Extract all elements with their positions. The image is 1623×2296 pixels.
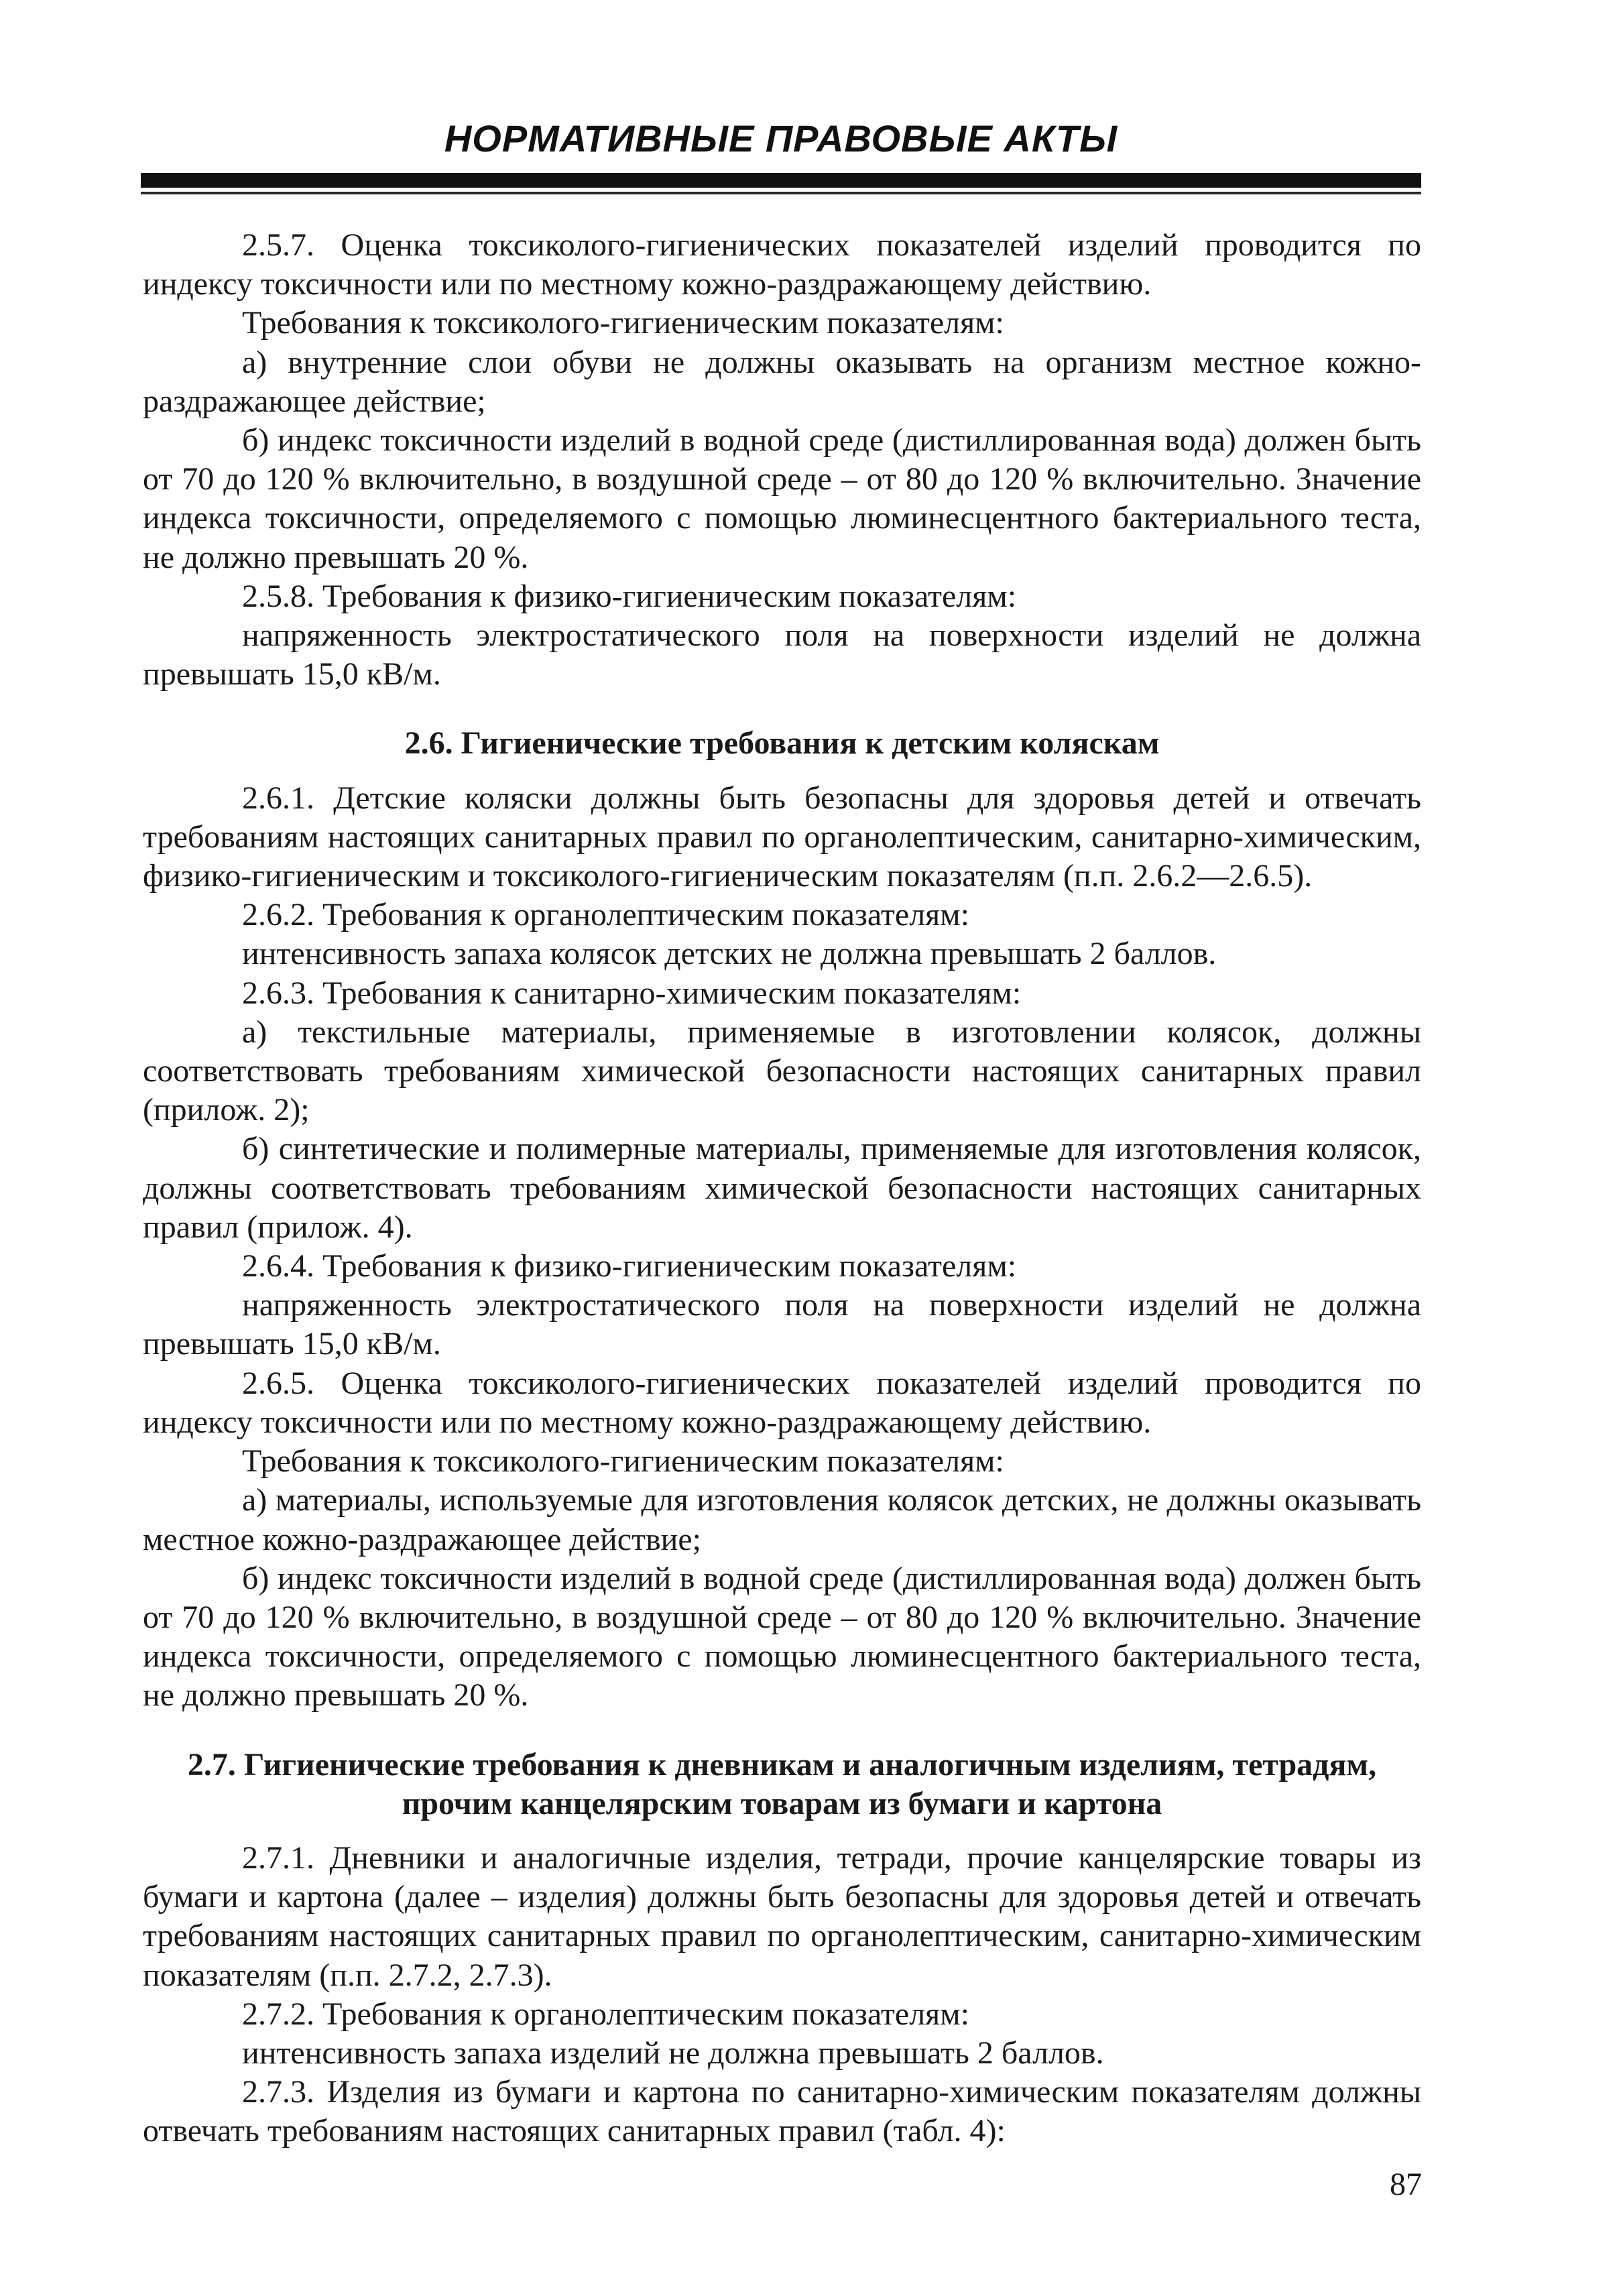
paragraph-electrostatic: напряженность электростатического поля на поверхности изделий не должна превышать 15,0 кВ/м.	[143, 617, 1421, 692]
paragraph-2-5-8: 2.5.8. Требования к физико-гигиеническим показателям:	[242, 578, 1017, 614]
paragraph-toxicity-item-b: б) индекс токсичности изделий в водной среде (дистиллированная вода) должен быть от 70 до 120 % включительно, в воздушной среде – от 80 до 120 % включительно. Значение индекса токсичности, определяемого с помощью люминесцентного бактериального теста, не должно превышать 20 %.	[143, 1560, 1421, 1713]
paragraph-toxic-requirements-heading-2: Требования к токсиколого-гигиеническим показателям:	[242, 1443, 1004, 1479]
header-rule-thin	[141, 192, 1421, 194]
paragraph-2-6-1: 2.6.1. Детские коляски должны быть безопасны для здоровья детей и отвечать требованиям настоящих санитарных правил по органолептическим, санитарно-химическим, физико-гигиеническим и токсиколого-гигиеническим показателям (п.п. 2.6.2—2.6.5).	[143, 780, 1421, 894]
paragraph-2-6-2: 2.6.2. Требования к органолептическим показателям:	[242, 897, 969, 933]
paragraph-2-7-2: 2.7.2. Требования к органолептическим показателям:	[242, 1996, 969, 2032]
paragraph-electrostatic-strollers: напряженность электростатического поля на поверхности изделий не должна превышать 15,0 кВ/м.	[143, 1287, 1421, 1362]
running-header-title: НОРМАТИВНЫЕ ПРАВОВЫЕ АКТЫ	[444, 117, 1118, 160]
paragraph-2-6-4: 2.6.4. Требования к физико-гигиеническим показателям:	[242, 1248, 1017, 1284]
paragraph-2-5-7: 2.5.7. Оценка токсиколого-гигиенических показателей изделий проводится по индексу токсичности или по местному кожно-раздражающему действию.	[143, 227, 1421, 302]
paragraph-2-7-3: 2.7.3. Изделия из бумаги и картона по санитарно-химическим показателям должны отвечать требованиям настоящих санитарных правил (табл. 4):	[143, 2074, 1421, 2149]
paragraph-odor-strollers: интенсивность запаха колясок детских не должна превышать 2 баллов.	[242, 936, 1217, 972]
paragraph-odor-items: интенсивность запаха изделий не должна превышать 2 баллов.	[242, 2035, 1104, 2071]
paragraph-item-a: а) внутренние слои обуви не должны оказывать на организм местное кожно-раздражающее действие;	[143, 344, 1421, 419]
page-number: 87	[1390, 2167, 1422, 2202]
paragraph-2-7-1: 2.7.1. Дневники и аналогичные изделия, тетради, прочие канцелярские товары из бумаги и картона (далее – изделия) должны быть безопасны для здоровья детей и отвечать требованиям настоящих санитарных правил по органолептическим, санитарно-химическим показателям (п.п. 2.7.2, 2.7.3).	[143, 1839, 1421, 1993]
header-rule	[141, 173, 1421, 188]
section-heading-2-7: 2.7. Гигиенические требования к дневникам и аналогичным изделиям, тетрадям, прочим канцелярским товарам из бумаги и картона	[187, 1746, 1377, 1821]
section-heading-2-6: 2.6. Гигиенические требования к детским коляскам	[404, 725, 1160, 762]
paragraph-2-6-5: 2.6.5. Оценка токсиколого-гигиенических показателей изделий проводится по индексу токсичности или по местному кожно-раздражающему действию.	[143, 1365, 1421, 1440]
document-body	[143, 226, 1421, 2151]
paragraph-2-6-3: 2.6.3. Требования к санитарно-химическим показателям:	[242, 975, 1022, 1011]
paragraph-textile-item-a: а) текстильные материалы, применяемые в изготовлении колясок, должны соответствовать требованиям химической безопасности настоящих санитарных правил (прилож. 2);	[143, 1014, 1421, 1128]
paragraph-polymer-item-b: б) синтетические и полимерные материалы, применяемые для изготовления колясок, должны соответствовать требованиям химической безопасности настоящих санитарных правил (прилож. 4).	[143, 1131, 1421, 1245]
paragraph-toxic-requirements-heading: Требования к токсиколого-гигиеническим показателям:	[242, 305, 1004, 341]
paragraph-item-b: б) индекс токсичности изделий в водной среде (дистиллированная вода) должен быть от 70 до 120 % включительно, в воздушной среде – от 80 до 120 % включительно. Значение индекса токсичности, определяемого с помощью люминесцентного бактериального теста, не должно превышать 20 %.	[143, 422, 1421, 575]
paragraph-materials-item-a: а) материалы, используемые для изготовления колясок детских, не должны оказывать местное кожно-раздражающее действие;	[143, 1482, 1421, 1557]
